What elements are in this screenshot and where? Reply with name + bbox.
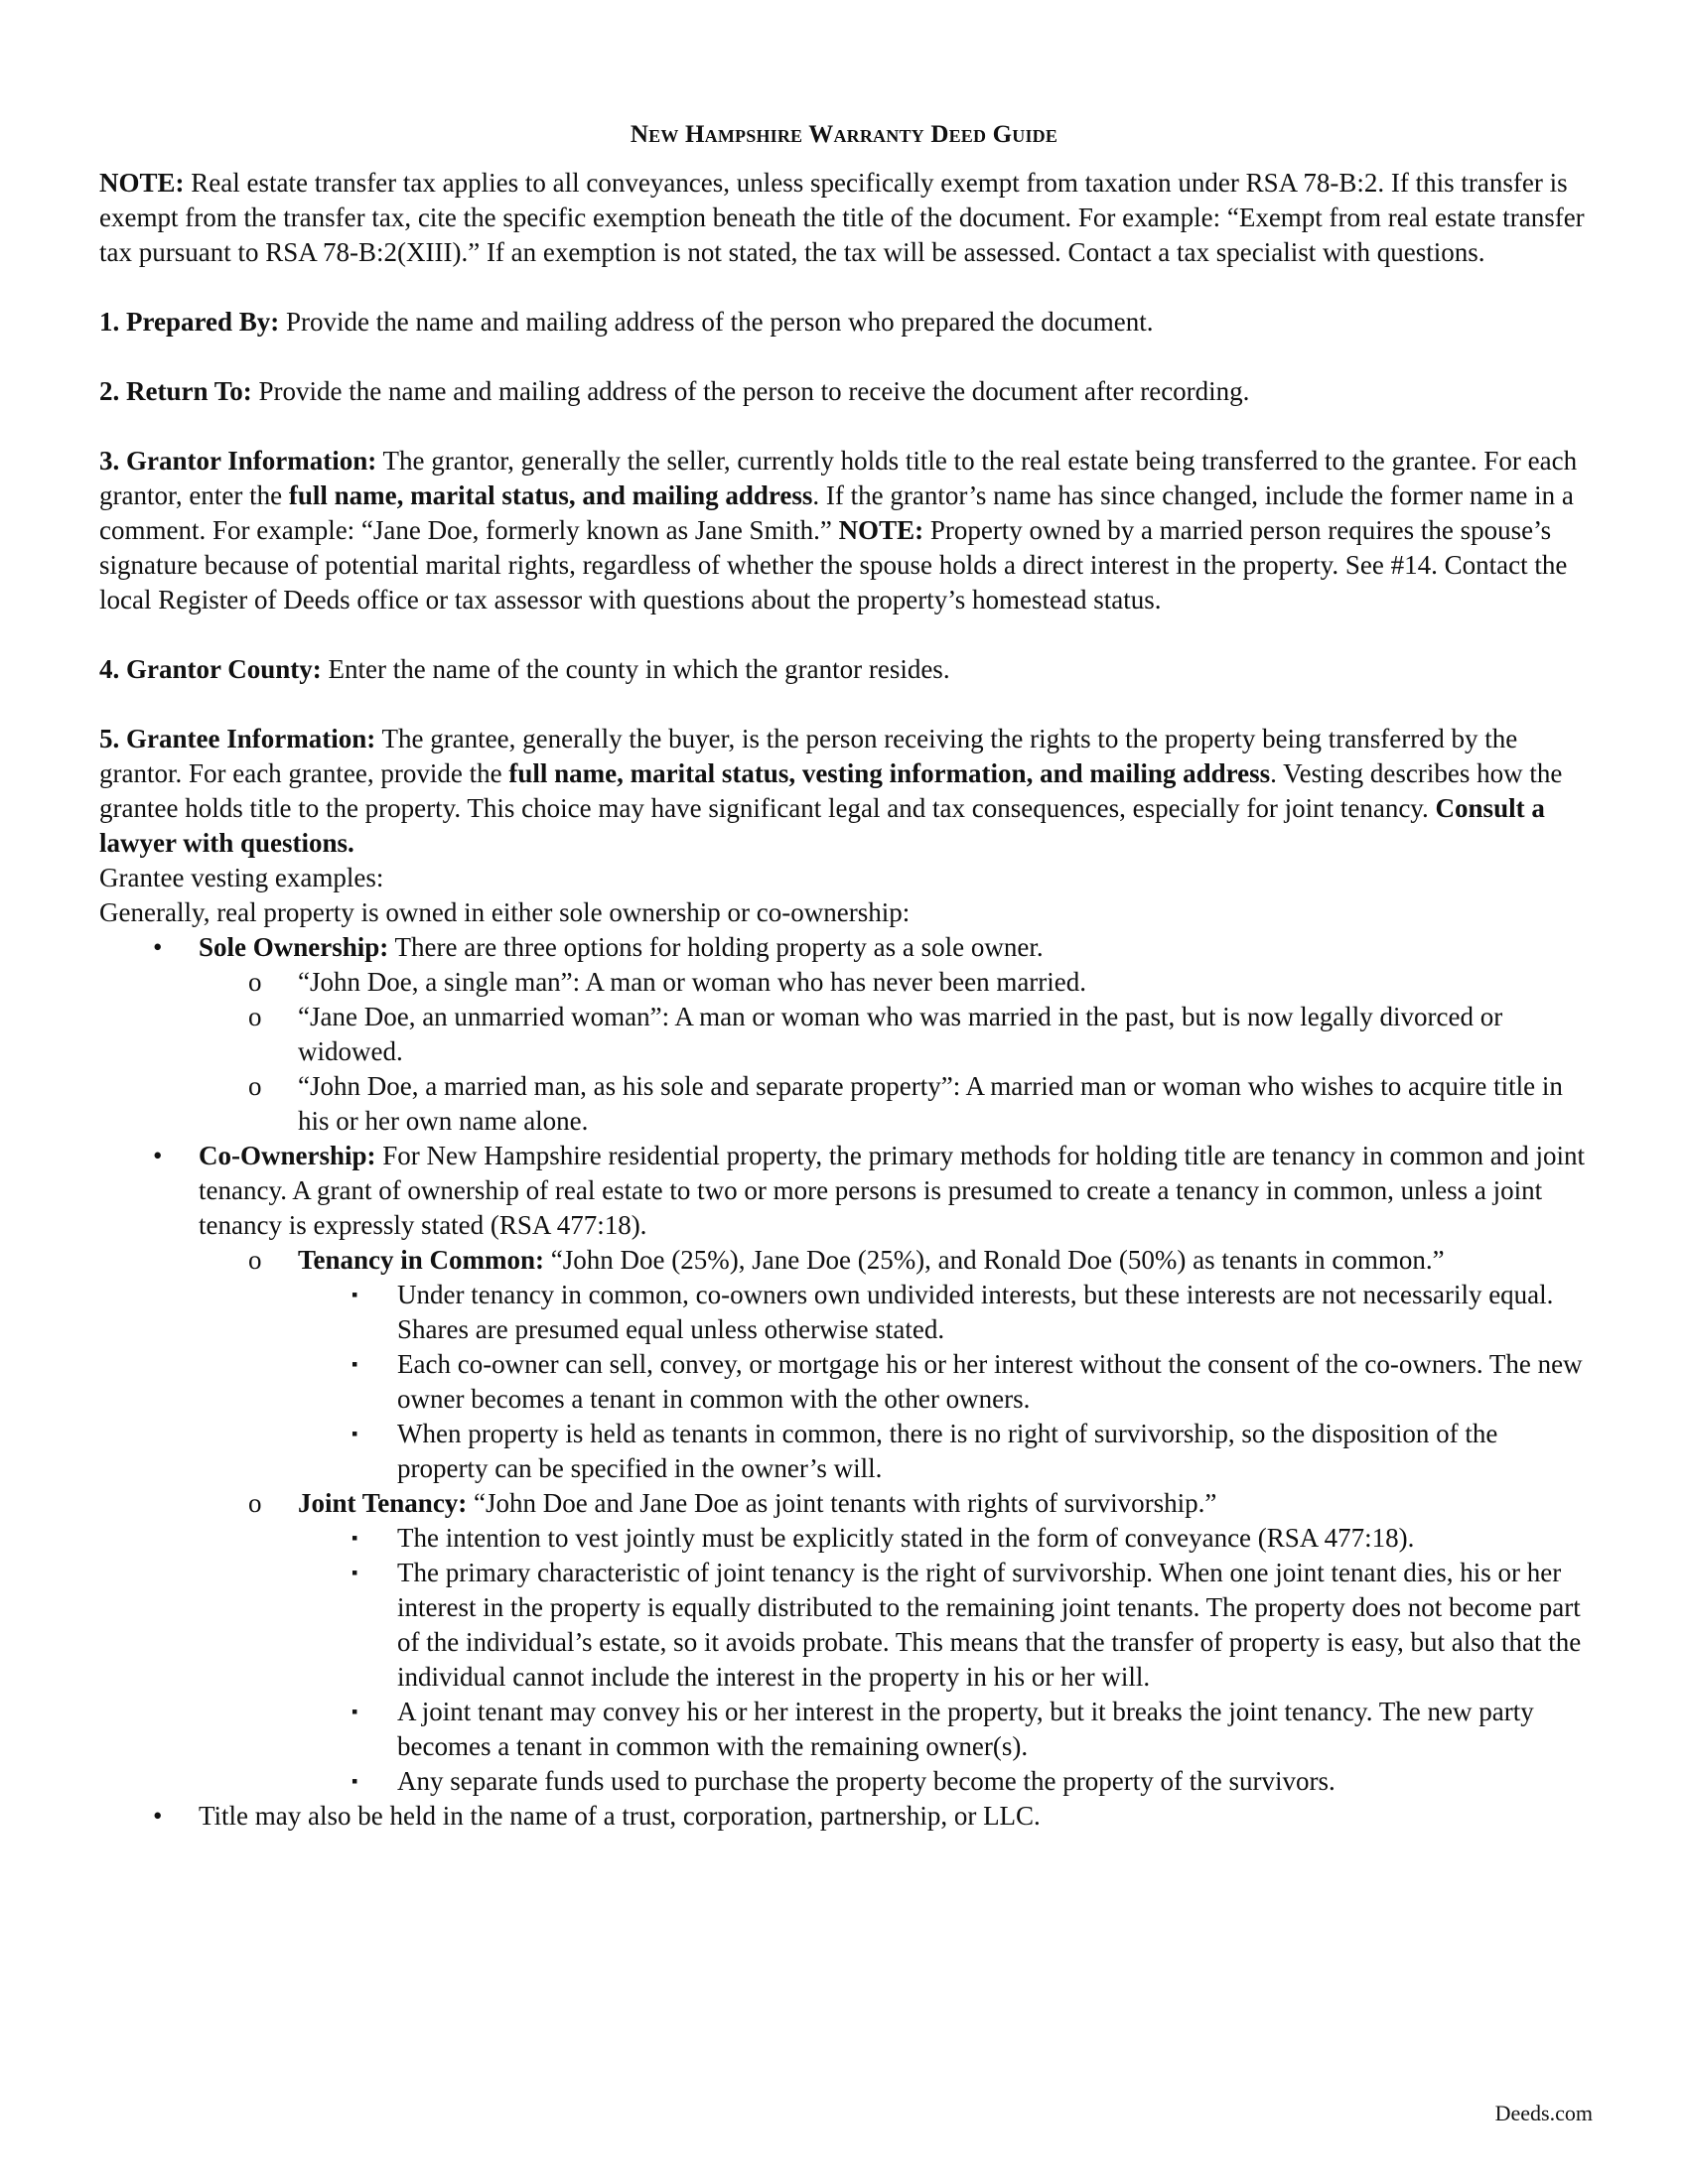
section-text: The grantor, generally the seller, currently holds title to the real estate being transferred to the grantee. For each grantor, enter the (99, 446, 1578, 510)
item-label: Tenancy in Common: (298, 1245, 545, 1275)
section-return-to (99, 374, 1589, 409)
grantee-vesting-heading: Grantee vesting examples: (99, 863, 384, 892)
bullet-marker: • (153, 1801, 163, 1831)
note-text: Real estate transfer tax applies to all conveyances, unless specifically exempt from taxation under RSA 78-B:2. If this transfer is exempt from the transfer tax, cite the specific exemption beneath the title of the document. For example: “Exempt from real estate transfer tax pursuant to RSA 78-B:2(XIII).” If an exemption is not stated, the tax will be assessed. Contact a tax specialist with questions. (99, 168, 1585, 267)
item-label: Joint Tenancy: (298, 1488, 468, 1518)
section-grantee-information (99, 722, 1589, 861)
note-paragraph (99, 166, 1589, 270)
list-item (99, 1521, 1589, 1556)
section-text: . Vesting describes how the grantee holds title to the property. This choice may have significant legal and tax consequences, especially for joint tenancy. (99, 758, 1563, 823)
item-text: “John Doe and Jane Doe as joint tenants with rights of survivorship.” (467, 1488, 1217, 1518)
item-text: A joint tenant may convey his or her interest in the property, but it breaks the joint tenancy. The new party becomes a tenant in common with the remaining owner(s). (397, 1697, 1534, 1761)
section-grantor-information (99, 444, 1589, 617)
list-item (99, 1139, 1589, 1243)
bold-phrase: NOTE: (838, 515, 924, 545)
item-text: Title may also be held in the name of a trust, corporation, partnership, or LLC. (199, 1801, 1041, 1831)
item-text: The primary characteristic of joint tenancy is the right of survivorship. When one joint tenant dies, his or her interest in the property is equally distributed to the remaining joint tenants. The property does not become part of the individual’s estate, so it avoids probate. This means that the transfer of property is easy, but also that the individual cannot include the interest in the property in his or her will. (397, 1558, 1582, 1692)
bold-phrase: full name, marital status, and mailing address (288, 480, 813, 510)
list-item (99, 1069, 1589, 1139)
item-text: “John Doe, a single man”: A man or woman who has never been married. (298, 967, 1087, 997)
item-text: The intention to vest jointly must be explicitly stated in the form of conveyance (RSA 477:18). (397, 1523, 1415, 1553)
item-text: “John Doe, a married man, as his sole and separate property”: A married man or woman who wishes to acquire title in his or her own name alone. (298, 1071, 1563, 1136)
item-text: For New Hampshire residential property, the primary methods for holding title are tenancy in common and joint tenancy. A grant of ownership of real estate to two or more persons is presumed to create a tenancy in common, unless a joint tenancy is expressly stated (RSA 477:18). (199, 1141, 1585, 1240)
item-label: Sole Ownership: (199, 932, 389, 962)
square-marker: ▪ (352, 1771, 358, 1791)
bold-phrase: full name, marital status, vesting information, and mailing address (508, 758, 1271, 788)
list-item (99, 1278, 1589, 1347)
section-label: 1. Prepared By: (99, 307, 280, 337)
section-text: The grantee, generally the buyer, is the person receiving the rights to the property being transferred by the grantor. For each grantee, provide the (99, 724, 1518, 788)
list-item (99, 965, 1589, 1000)
note-label: NOTE: (99, 168, 185, 198)
circle-marker: o (248, 1002, 262, 1031)
circle-marker: o (248, 1245, 262, 1275)
list-item (99, 1764, 1589, 1799)
circle-marker: o (248, 1071, 262, 1101)
document-page (99, 117, 1589, 1834)
footer-brand: Deeds.com (1494, 2101, 1593, 2125)
page-title: New Hampshire Warranty Deed Guide (630, 121, 1058, 148)
section-text: Enter the name of the county in which the grantor resides. (321, 654, 950, 684)
item-text: Any separate funds used to purchase the property become the property of the survivors. (397, 1766, 1336, 1796)
square-marker: ▪ (352, 1563, 358, 1582)
item-text: “John Doe (25%), Jane Doe (25%), and Ronald Doe (50%) as tenants in common.” (544, 1245, 1445, 1275)
list-item (99, 930, 1589, 965)
item-text: Under tenancy in common, co-owners own undivided interests, but these interests are not necessarily equal. Shares are presumed equal unless otherwise stated. (397, 1280, 1554, 1344)
list-item (99, 1695, 1589, 1764)
section-label: 3. Grantor Information: (99, 446, 377, 476)
list-item (99, 1243, 1589, 1278)
section-label: 5. Grantee Information: (99, 724, 376, 753)
square-marker: ▪ (352, 1354, 358, 1374)
square-marker: ▪ (352, 1424, 358, 1443)
list-item (99, 1000, 1589, 1069)
item-label: Co-Ownership: (199, 1141, 376, 1170)
section-text: . If the grantor’s name has since changed, include the former name in a comment. For example: “Jane Doe, formerly known as Jane Smith.” (99, 480, 1574, 545)
section-text: Provide the name and mailing address of the person to receive the document after recording. (251, 376, 1250, 406)
section-prepared-by (99, 305, 1589, 340)
bold-phrase: Consult a lawyer with questions. (99, 793, 1545, 858)
section-grantor-county (99, 652, 1589, 687)
section-text: Provide the name and mailing address of the person who prepared the document. (279, 307, 1154, 337)
bullet-marker: • (153, 932, 163, 962)
list-item (99, 1486, 1589, 1521)
item-text: There are three options for holding property as a sole owner. (388, 932, 1044, 962)
section-label: 2. Return To: (99, 376, 252, 406)
ownership-intro: Generally, real property is owned in either sole ownership or co-ownership: (99, 897, 911, 927)
list-item (99, 1799, 1589, 1834)
square-marker: ▪ (352, 1528, 358, 1548)
list-item (99, 1347, 1589, 1417)
square-marker: ▪ (352, 1285, 358, 1304)
bullet-marker: • (153, 1141, 163, 1170)
item-text: “Jane Doe, an unmarried woman”: A man or woman who was married in the past, but is now legally divorced or widowed. (298, 1002, 1503, 1066)
circle-marker: o (248, 1488, 262, 1518)
section-text: Property owned by a married person requires the spouse’s signature because of potential marital rights, regardless of whether the spouse holds a direct interest in the property. See #14. Contact the local Register of Deeds office or tax assessor with questions about the property’s homestead status. (99, 515, 1568, 614)
list-item (99, 1556, 1589, 1695)
item-text: Each co-owner can sell, convey, or mortgage his or her interest without the consent of the co-owners. The new owner becomes a tenant in common with the other owners. (397, 1349, 1583, 1414)
circle-marker: o (248, 967, 262, 997)
vesting-list (99, 930, 1589, 1834)
section-label: 4. Grantor County: (99, 654, 322, 684)
square-marker: ▪ (352, 1702, 358, 1721)
list-item (99, 1417, 1589, 1486)
item-text: When property is held as tenants in common, there is no right of survivorship, so the disposition of the property can be specified in the owner’s will. (397, 1419, 1498, 1483)
